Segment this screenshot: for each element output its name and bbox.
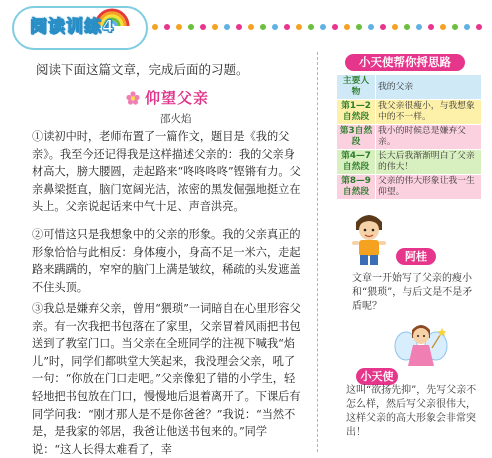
decorative-dot <box>224 24 230 30</box>
section-title: 阅读训练4 <box>30 17 115 37</box>
decorative-dot <box>440 24 446 30</box>
boy-character-icon <box>344 208 394 268</box>
decorative-dot <box>356 24 362 30</box>
decorative-dot <box>452 24 458 30</box>
article-author: 邵火焰 <box>160 113 192 125</box>
decorative-dot <box>332 24 338 30</box>
guide-value: 我父亲很瘦小，与我想象中的不一样。 <box>376 100 482 125</box>
decorative-dot <box>188 24 194 30</box>
decorative-dot <box>260 24 266 30</box>
flower-icon <box>126 91 140 105</box>
article-paragraph-2: ②可惜这只是我想象中的父亲的形象。我的父亲真正的形象恰恰与此相反：身体瘦小，身高不足一米六，走起路来蹒蹒的，窄窄的脑门上满是皱纹，稀疏的头发遮盖不住头顶。 <box>32 228 301 294</box>
instruction-text: 阅读下面这篇文章，完成后面的习题。 <box>36 62 249 77</box>
helper1-label: 阿桂 <box>396 248 436 265</box>
decorative-dot <box>164 24 170 30</box>
guide-table <box>336 74 482 200</box>
guide-value: 我小的时候总是嫌弃父亲。 <box>376 125 482 150</box>
article-title-wrap <box>126 87 209 108</box>
guide-row <box>337 100 482 125</box>
guide-row <box>337 150 482 175</box>
decorative-dot <box>380 24 386 30</box>
article-paragraph-3: ③我总是嫌弃父亲，曾用“猥琐”一词暗自在心里形容父亲。有一次我把书包落在了家里，父亲冒着风雨把书包送到了教室门口。当父亲在全班同学的注视下喊我“焰儿”时，同学们都哄堂大笑起来，我没理会父亲，吼了一句：“你放在门口走吧。”父亲像犯了错的小学生，轻轻地把书包放在门口，慢慢地后退着离开了。下课后有同学问我：“刚才那人是不是你爸爸？”我说：“当然不是，是我家的邻居，我爸让他送书包来的。”同学说：“这人长得太难看了，幸 <box>32 302 301 456</box>
guide-value: 长大后我渐渐明白了父亲的伟大！ <box>376 150 482 175</box>
column-divider <box>317 52 318 452</box>
guide-row <box>337 75 482 100</box>
decorative-dot <box>200 24 206 30</box>
helper2-label: 小天使 <box>356 368 398 385</box>
decorative-dot <box>152 24 158 30</box>
decorative-dot <box>176 24 182 30</box>
decorative-dot <box>476 24 482 30</box>
guide-key: 主要人物 <box>337 75 376 100</box>
decorative-dot <box>404 24 410 30</box>
decorative-dot <box>284 24 290 30</box>
decorative-dots <box>152 24 486 32</box>
decorative-dot <box>368 24 374 30</box>
fairy-character-icon <box>394 318 448 372</box>
decorative-dot <box>416 24 422 30</box>
guide-key: 第8—9自然段 <box>337 175 376 200</box>
section-banner <box>0 0 150 56</box>
decorative-dot <box>236 24 242 30</box>
guide-key: 第1—2自然段 <box>337 100 376 125</box>
decorative-dot <box>428 24 434 30</box>
decorative-dot <box>320 24 326 30</box>
guide-row <box>337 175 482 200</box>
decorative-dot <box>212 24 218 30</box>
guide-row <box>337 125 482 150</box>
helper1-note: 文章一开始写了父亲的瘦小和“猥琐”，与后文是不是矛盾呢？ <box>352 273 473 312</box>
guide-value: 我的父亲 <box>376 75 482 100</box>
decorative-dot <box>392 24 398 30</box>
decorative-dot <box>464 24 470 30</box>
guide-header: 小天使帮你捋思路 <box>345 54 465 71</box>
article-title: 仰望父亲 <box>145 89 210 107</box>
guide-value: 父亲的伟大形象让我一生仰望。 <box>376 175 482 200</box>
decorative-dot <box>344 24 350 30</box>
decorative-dot <box>248 24 254 30</box>
helper2-note: 这叫“欲扬先抑”，先写父亲不怎么样，然后写父亲很伟大，这样父亲的高大形象会非常突出！ <box>346 385 477 438</box>
article-paragraph-1: ①读初中时，老师布置了一篇作文，题目是《我的父亲》。我至今还记得我是这样描述父亲的：我的父亲身材高大，膀大腰圆，走起路来“咚咚咚咚”铿锵有力。父亲鼻梁挺直，脑门宽阔光洁，浓密的黑发倔强地挺立在头上。父亲说起话来中气十足、声音洪亮。 <box>32 130 301 214</box>
decorative-dot <box>272 24 278 30</box>
decorative-dot <box>296 24 302 30</box>
guide-key: 第4—7自然段 <box>337 150 376 175</box>
guide-key: 第3自然段 <box>337 125 376 150</box>
decorative-dot <box>308 24 314 30</box>
